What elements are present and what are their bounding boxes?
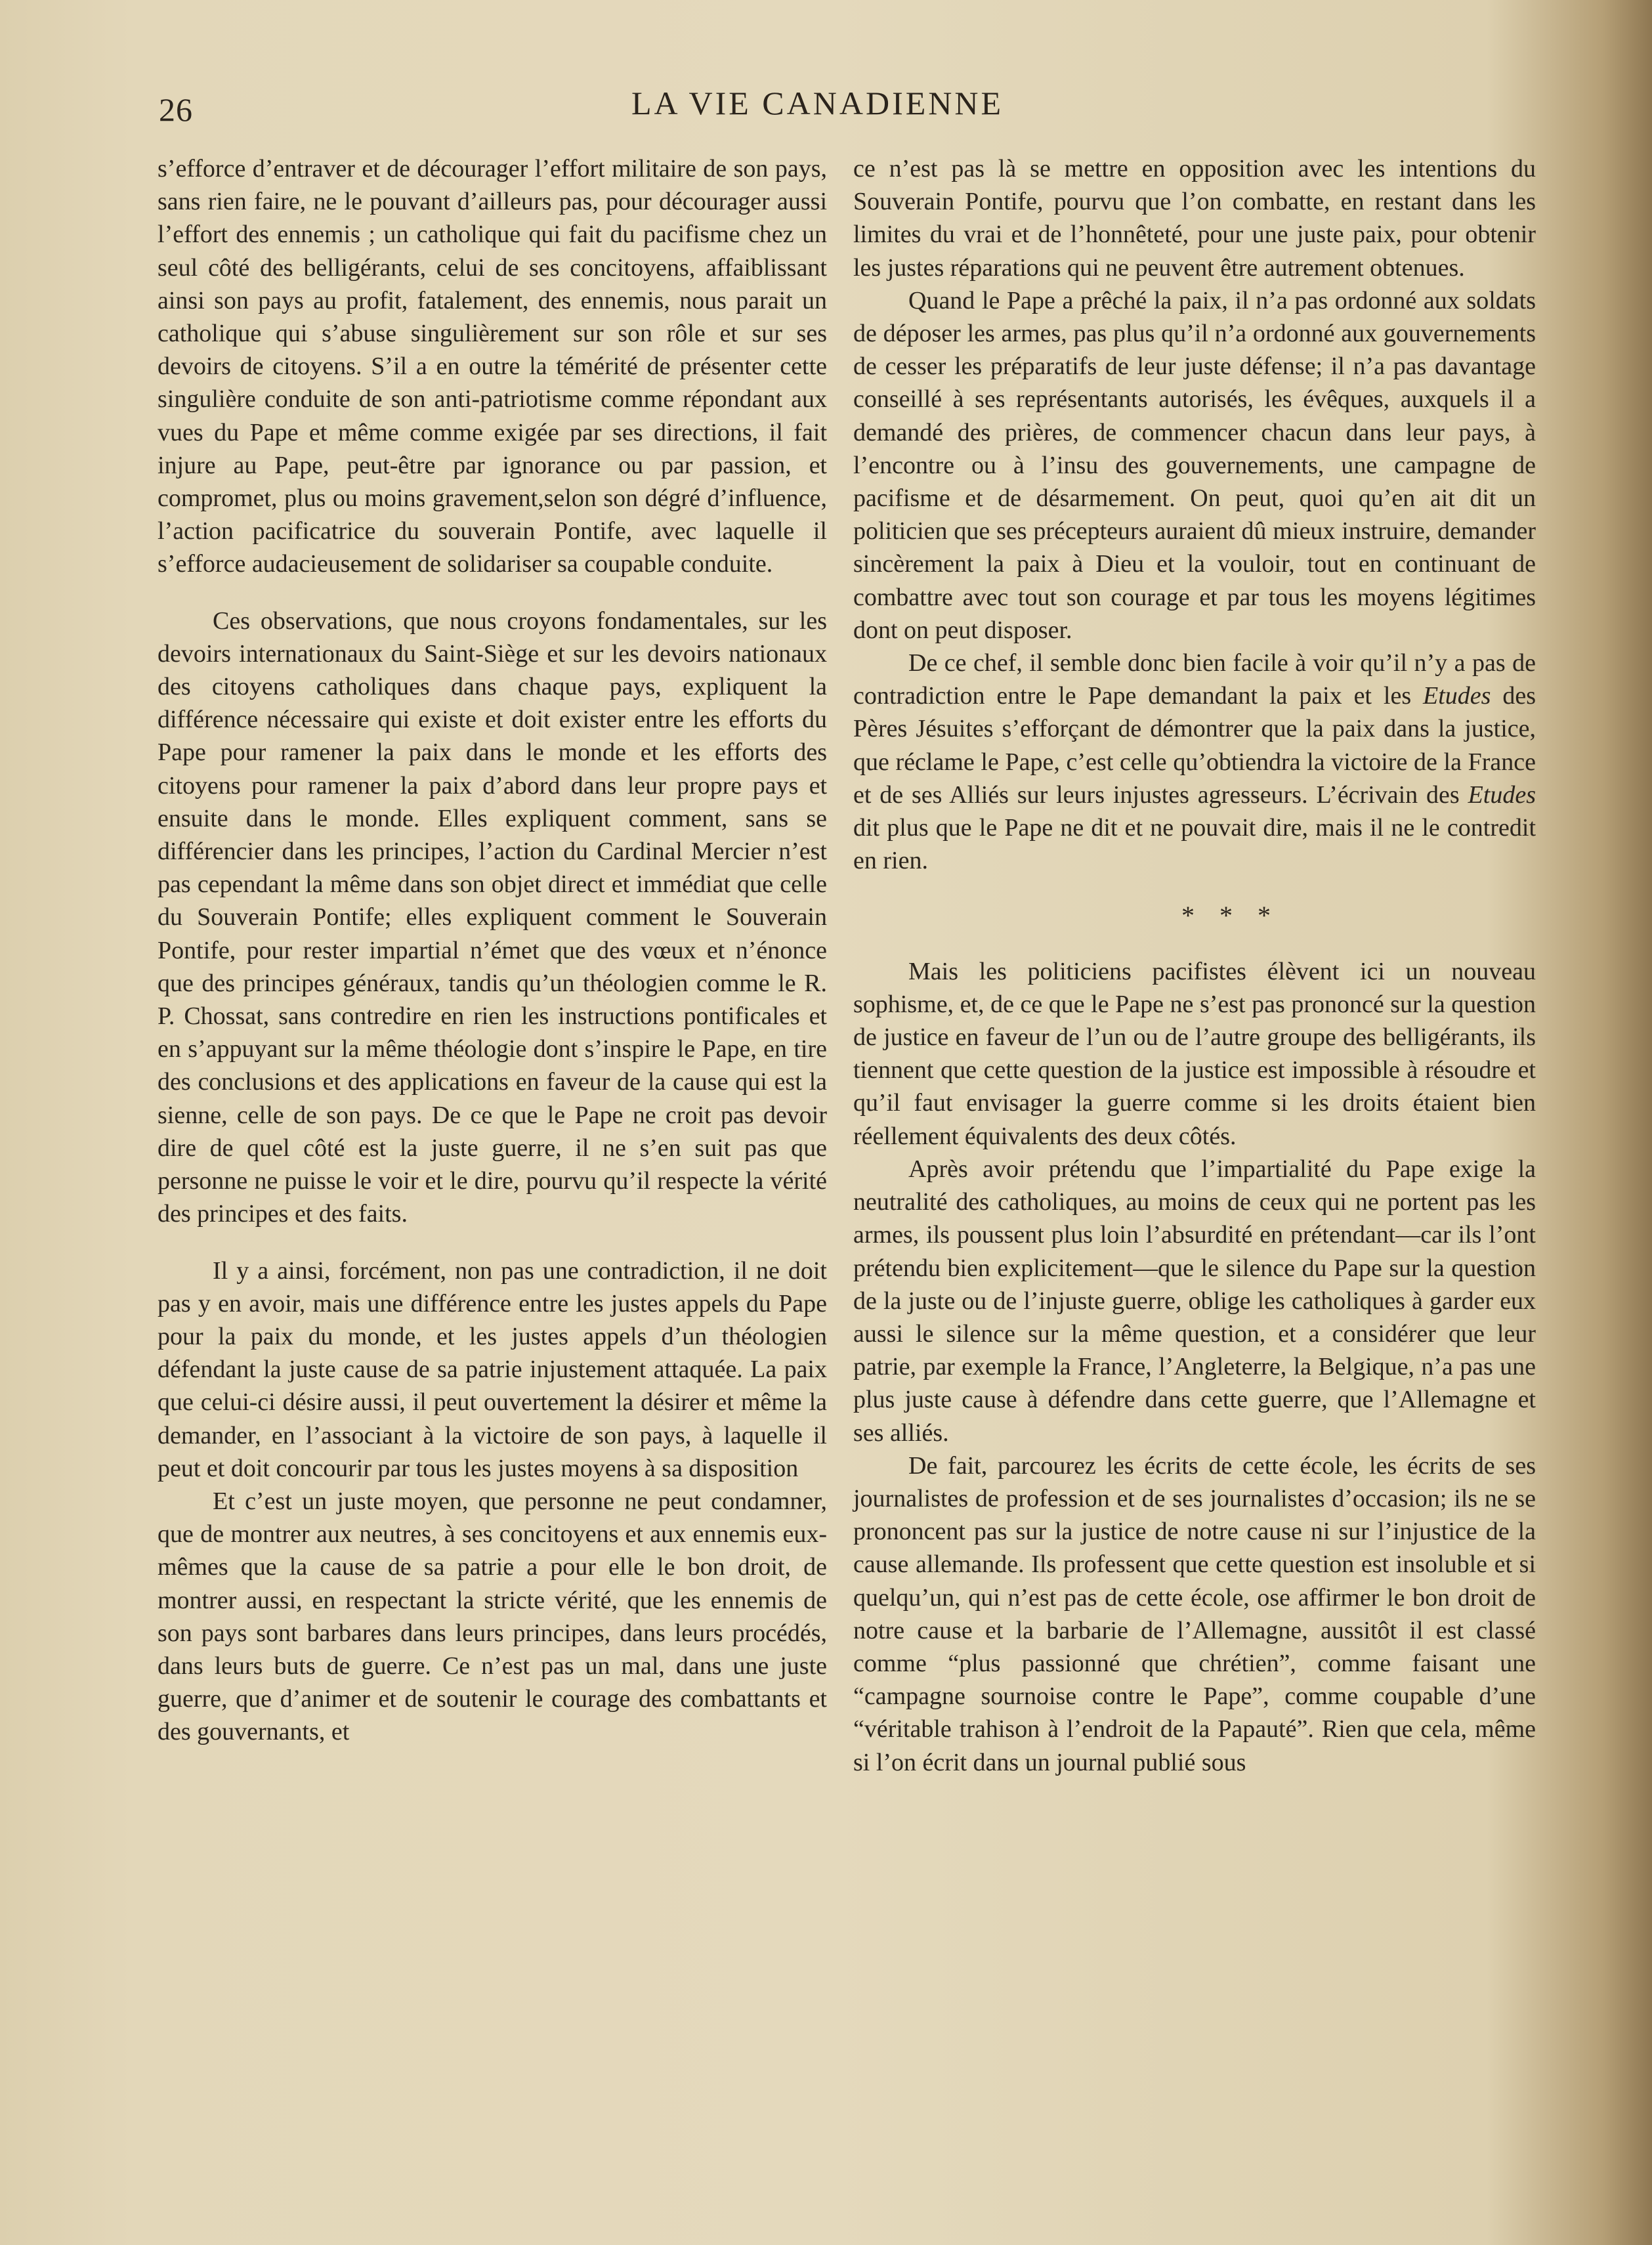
- journal-title: Etudes: [1468, 780, 1536, 809]
- paragraph-text: De ce chef, il semble donc bien facile à voir qu’il n’y a pas de contradiction entre le Pape demandant la paix et les: [853, 649, 1536, 710]
- paragraph: Il y a ainsi, forcément, non pas une contradiction, il ne doit pas y en avoir, mais une différence entre les justes appels du Pape pour la paix du monde, et les justes appels d’un théologien défendant la juste cause de sa patrie injustement attaquée. La paix que celui-ci désire aussi, il peut ouvertement la désirer et même la demander, en l’associant à la victoire de son pays, à laquelle il peut et doit concourir par tous les justes moyens à sa disposition: [158, 1256, 827, 1482]
- paragraph: De fait, parcourez les écrits de cette école, les écrits de ses journalistes de profession et de ses journalistes d’occasion; ils ne se prononcent pas sur la justice de notre cause ni sur l’injustice de la cause allemande. Ils professent que cette question est insoluble et si quelqu’un, qui n’est pas de cette école, ose affirmer le bon droit de notre cause et la barbarie de l’Allemagne, aussitôt il est classé comme “plus passionné que chrétien”, comme faisant une “campagne sournoise contre le Pape”, comme coupable d’une “véritable trahison à l’endroit de la Papauté”. Rien que cela, même si l’on écrit dans un journal publié sous: [853, 1451, 1536, 1776]
- paragraph-text: dit plus que le Pape ne dit et ne pouvait dire, mais il ne le contredit en rien.: [853, 814, 1536, 875]
- paragraph: Mais les politiciens pacifistes élèvent ici un nouveau sophisme, et, de ce que le Pape ne s’est pas prononcé sur la question de justice en faveur de l’un ou de l’autre groupe des belligérants, ils tiennent que cette question de la justice est impossible à résoudre et qu’il faut envisager la guerre comme si les droits étaient bien réellement équivalents des deux côtés.: [853, 957, 1536, 1150]
- paragraph: Ces observations, que nous croyons fondamentales, sur les devoirs internationaux du Saint-Siège et sur les devoirs nationaux des citoyens catholiques dans chaque pays, expliquent la différence nécessaire qui existe et doit exister entre les efforts du Pape pour ramener la paix dans le monde et les efforts des citoyens pour ramener la paix d’abord dans leur propre pays et ensuite dans le monde. Elles expliquent comment, sans se différencier dans les principes, l’action du Cardinal Mercier n’est pas cependant la même dans son objet direct et immédiat que celle du Souverain Pontife; elles expliquent comment le Souverain Pontife, pour rester impartial n’émet que des vœux et n’énonce que des principes généraux, tandis qu’un théologien comme le R. P. Chossat, sans contredire en rien les instructions pontificales et en s’appuyant sur la même théologie dont s’inspire le Pape, en tire des conclusions et des applications en faveur de la cause qui est la sienne, celle de son pays. De ce que le Pape ne croit pas devoir dire de quel côté est la juste guerre, il ne s’en suit pas que personne ne puisse le voir et le dire, pourvu qu’il respecte la vérité des principes et des faits.: [158, 607, 827, 1228]
- paragraph: [853, 647, 1536, 877]
- left-column: [158, 152, 827, 1749]
- section-separator: * * *: [1181, 901, 1280, 931]
- right-column: [853, 152, 1536, 1779]
- paragraph: Après avoir prétendu que l’impartialité du Pape exige la neutralité des catholiques, au moins de ceux qui ne portent pas les armes, ils poussent plus loin l’absurdité en prétendant—car ils l’ont prétendu bien explicitement—que le silence du Pape sur la question de la juste ou de l’injuste guerre, oblige les catholiques à garder eux aussi le silence sur la même question, et a considérer que leur patrie, par exemple la France, l’Angleterre, la Belgique, n’a pas une plus juste cause à défendre dans cette guerre, que l’Allemagne et ses alliés.: [853, 1155, 1536, 1447]
- page-number: 26: [159, 91, 193, 128]
- paragraph: Et c’est un juste moyen, que personne ne peut condamner, que de montrer aux neutres, à ses concitoyens et aux ennemis eux-mêmes que la cause de sa patrie a pour elle le bon droit, de montrer aussi, en respectant la stricte vérité, que les ennemis de son pays sont barbares dans leurs principes, dans leurs procédés, dans leurs buts de guerre. Ce n’est pas un mal, dans une juste guerre, que d’animer et de soutenir le courage des combattants et des gouvernants, et: [158, 1487, 827, 1746]
- paragraph: ce n’est pas là se mettre en opposition avec les intentions du Souverain Pontife, pourvu que l’on combatte, en restant dans les limites du vrai et de l’honnêteté, pour une juste paix, pour obtenir les justes réparations qui ne peuvent être autrement obtenues.: [853, 155, 1536, 282]
- page-header: [159, 84, 1511, 137]
- paragraph: s’efforce d’entraver et de décourager l’effort militaire de son pays, sans rien faire, ne le pouvant d’ailleurs pas, pour décourager aussi l’effort des ennemis ; un catholique qui fait du pacifisme chez un seul côté des belligérants, celui de ses concitoyens, affaiblissant ainsi son pays au profit, fatalement, des ennemis, nous parait un catholique qui s’abuse singulièrement sur son rôle et sur ses devoirs de citoyens. S’il a en outre la témérité de présenter cette singulière conduite de son anti-patriotisme comme répondant aux vues du Pape et même comme exigée par ses directions, il fait injure au Pape, peut-être par ignorance ou par passion, et compromet, plus ou moins gravement,selon son dégré d’influence, l’action pacificatrice du souverain Pontife, avec laquelle il s’efforce audacieusement de solidariser sa coupable conduite.: [158, 155, 827, 578]
- running-title: LA VIE CANADIENNE: [631, 85, 1004, 121]
- paragraph: Quand le Pape a prêché la paix, il n’a pas ordonné aux soldats de déposer les armes, pas plus qu’il n’a ordonné aux gouvernements de cesser les préparatifs de leur juste défense; il n’a pas davantage conseillé à ses représentants autorisés, les évêques, auxquels il a demandé des prières, de commencer chacun dans leur pays, à l’encontre ou à l’insu des gouvernements, une campagne de pacifisme et de désarmement. On peut, quoi qu’en ait dit un politicien que ses précepteurs auraient dû mieux instruire, demander sincèrement la paix à Dieu et la vouloir, tout en continuant de combattre avec tout son courage et par tous les moyens légitimes dont on peut disposer.: [853, 286, 1536, 644]
- paragraph-text: des Pères Jésuites s’efforçant de démontrer que la paix dans la justice, que réclame le Pape, c’est celle qu’obtiendra la victoire de la France et de ses Alliés sur leurs injustes agresseurs. L’écrivain des: [853, 682, 1536, 809]
- journal-title: Etudes: [1423, 682, 1491, 710]
